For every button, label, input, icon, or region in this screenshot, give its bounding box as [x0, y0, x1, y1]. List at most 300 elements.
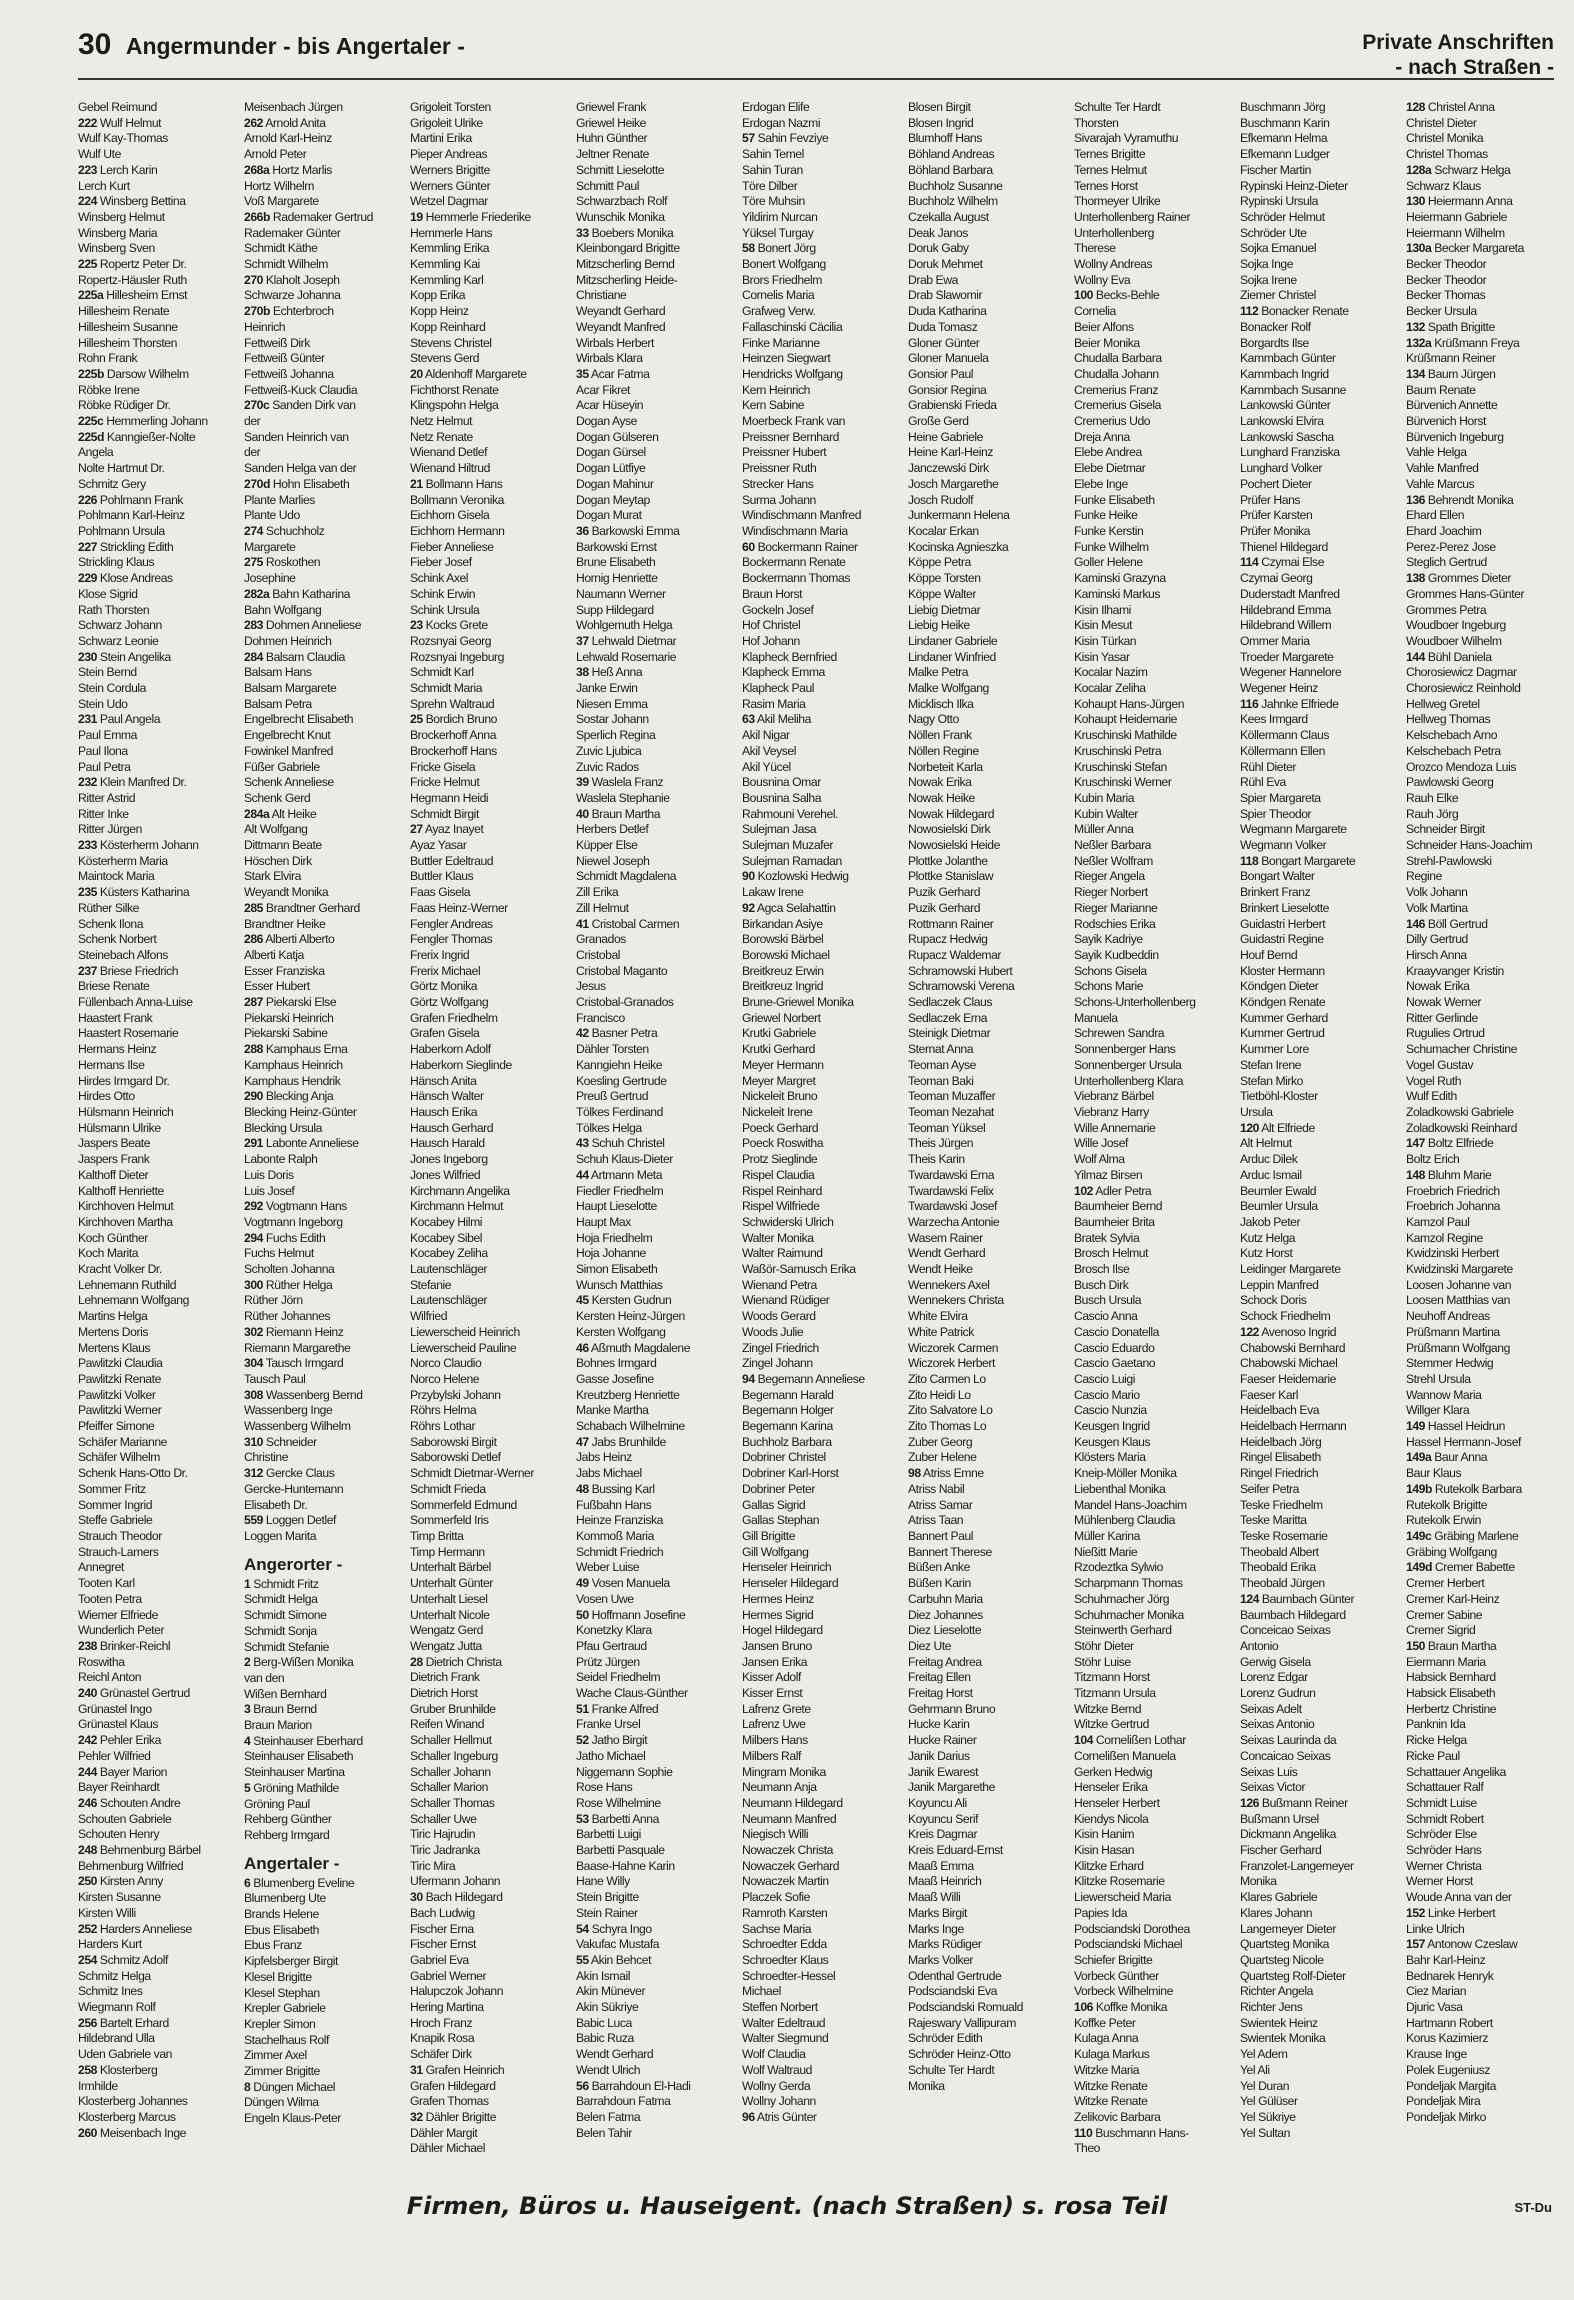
resident-entry: Liebenthal Monika: [1074, 1481, 1166, 1496]
resident-entry: 290 Blecking Anja: [244, 1089, 334, 1104]
resident-entry: Pohlmann Karl-Heinz: [78, 508, 185, 523]
resident-entry: Schroedter-Hessel: [742, 1968, 836, 1983]
resident-entry: 138 Grommes Dieter: [1406, 571, 1512, 586]
resident-entry: Balsam Margarete: [244, 681, 337, 696]
resident-entry: Protz Sieglinde: [742, 1152, 818, 1167]
resident-entry: Sprehn Waltraud: [410, 696, 495, 711]
resident-entry: Hof Johann: [742, 633, 800, 648]
resident-entry: 222 Wulf Helmut: [78, 115, 162, 130]
resident-entry: Cremerius Franz: [1074, 382, 1158, 397]
resident-entry: Sanden Heinrich van: [244, 429, 349, 444]
resident-entry: Henseler Erika: [1074, 1780, 1148, 1795]
resident-entry: 233 Kösterherm Johann: [78, 838, 199, 853]
resident-entry: Gonsior Paul: [908, 366, 974, 381]
resident-entry: Wolf Claudia: [742, 2047, 806, 2062]
resident-entry: Sulejman Jasa: [742, 822, 817, 837]
resident-entry: Schouten Henry: [78, 1827, 160, 1842]
resident-entry: Chabowski Bernhard: [1240, 1340, 1346, 1355]
resident-entry: Christiane: [576, 288, 627, 303]
resident-entry: Milbers Ralf: [742, 1748, 801, 1763]
house-number: 148: [1406, 1167, 1425, 1182]
resident-entry: Schmitz Gery: [78, 476, 146, 491]
house-number: 286: [244, 932, 263, 947]
resident-entry: Preissner Hubert: [742, 445, 827, 460]
resident-entry: Böhland Barbara: [908, 162, 993, 177]
resident-entry: Kaminski Markus: [1074, 586, 1161, 601]
resident-entry: Teoman Ayse: [908, 1057, 976, 1072]
resident-entry: Malke Petra: [908, 665, 969, 680]
resident-entry: Naumann Werner: [576, 586, 666, 601]
resident-entry: Puzik Gerhard: [908, 900, 981, 915]
resident-entry: Loggen Marita: [244, 1528, 317, 1543]
resident-entry: Stein Bernd: [78, 665, 137, 680]
resident-entry: Jones Wilfried: [410, 1167, 481, 1182]
resident-entry: 223 Lerch Karin: [78, 162, 158, 177]
resident-entry: Paul Ilona: [78, 743, 128, 758]
resident-entry: Balsam Petra: [244, 696, 312, 711]
house-number: 274: [244, 523, 263, 538]
resident-entry: Steinebach Alfons: [78, 947, 168, 962]
resident-entry: Djuric Vasa: [1406, 2000, 1463, 2015]
resident-entry: Fuchs Helmut: [244, 1246, 314, 1261]
resident-entry: Tietböhl-Kloster: [1240, 1089, 1318, 1104]
resident-entry: Klapheck Bernfried: [742, 649, 837, 664]
resident-entry: 132 Spath Brigitte: [1406, 319, 1495, 334]
resident-entry: 51 Franke Alfred: [576, 1701, 659, 1716]
house-number: 226: [78, 492, 97, 507]
resident-entry: 19 Hemmerle Friederike: [410, 209, 531, 224]
resident-entry: Alt Helmut: [1240, 1136, 1292, 1151]
resident-entry: Harders Kurt: [78, 1937, 142, 1952]
resident-entry: 312 Gercke Claus: [244, 1466, 335, 1481]
resident-entry: Kloster Hermann: [1240, 963, 1325, 978]
resident-entry: Nowak Heike: [908, 790, 975, 805]
resident-entry: Heinze Franziska: [576, 1513, 663, 1528]
resident-entry: Wennekers Christa: [908, 1293, 1004, 1308]
resident-entry: Hoja Johanne: [576, 1246, 646, 1261]
house-number: 290: [244, 1089, 263, 1104]
resident-entry: Ritter Astrid: [78, 790, 136, 805]
resident-entry: Buschmann Jörg: [1240, 100, 1326, 114]
resident-entry: Alberti Katja: [244, 947, 304, 962]
resident-entry: Arduc Dilek: [1240, 1152, 1298, 1167]
house-number: 147: [1406, 1136, 1425, 1151]
house-number: 37: [576, 633, 589, 648]
resident-entry: Zimmer Axel: [244, 2048, 307, 2063]
house-number: 8: [244, 2079, 251, 2094]
resident-entry: Tausch Paul: [244, 1371, 306, 1386]
resident-entry: Bockermann Renate: [742, 555, 846, 570]
resident-entry: Schons-Unterhollenberg: [1074, 995, 1196, 1010]
resident-entry: Freitag Horst: [908, 1686, 973, 1701]
resident-entry: Stemmer Hedwig: [1406, 1356, 1494, 1371]
house-number: 149c: [1406, 1528, 1432, 1543]
resident-entry: Neumann Anja: [742, 1780, 817, 1795]
resident-entry: Cremer Herbert: [1406, 1576, 1485, 1591]
resident-entry: Große Gerd: [908, 414, 969, 429]
resident-entry: Bach Ludwig: [410, 1905, 475, 1920]
resident-entry: Kwidzinski Herbert: [1406, 1246, 1499, 1261]
house-number: 246: [78, 1795, 97, 1810]
resident-entry: Kocalar Erkan: [908, 523, 979, 538]
resident-entry: 235 Küsters Katharina: [78, 885, 190, 900]
resident-entry: Saborowski Birgit: [410, 1434, 497, 1449]
resident-entry: Mertens Doris: [78, 1324, 149, 1339]
resident-entry: Volk Martina: [1406, 900, 1468, 915]
resident-entry: Cremer Karl-Heinz: [1406, 1591, 1500, 1606]
resident-entry: 50 Hoffmann Josefine: [576, 1607, 686, 1622]
resident-entry: Kirchmann Helmut: [410, 1199, 504, 1214]
resident-entry: Baumheier Bernd: [1074, 1199, 1163, 1214]
resident-entry: Rutekolk Brigitte: [1406, 1497, 1488, 1512]
resident-entry: Paul Petra: [78, 759, 131, 774]
resident-entry: Becker Theodor: [1406, 257, 1487, 272]
resident-entry: Uden Gabriele van: [78, 2047, 172, 2062]
resident-entry: Reichl Anton: [78, 1670, 142, 1685]
resident-entry: Kirchhoven Helmut: [78, 1199, 174, 1214]
resident-entry: Pawlitzki Werner: [78, 1403, 162, 1418]
resident-entry: Jansen Erika: [742, 1654, 808, 1669]
house-number: 308: [244, 1387, 263, 1402]
house-number: 146: [1406, 916, 1425, 931]
resident-entry: Unterhalt Bärbel: [410, 1560, 491, 1575]
house-number: 149b: [1406, 1481, 1432, 1496]
resident-entry: Eichhorn Gisela: [410, 508, 490, 523]
resident-entry: Yel Sükriye: [1240, 2110, 1296, 2124]
resident-entry: Fischer Gerhard: [1240, 1843, 1322, 1858]
house-number: 291: [244, 1136, 263, 1151]
resident-entry: Stein Brigitte: [576, 1890, 639, 1905]
resident-entry: Unterhalt Nicole: [410, 1607, 490, 1622]
resident-entry: Baumheier Brita: [1074, 1214, 1155, 1229]
resident-entry: Rypinski Ursula: [1240, 194, 1318, 209]
resident-entry: Rauh Elke: [1406, 790, 1459, 805]
house-number: 6: [244, 1875, 251, 1890]
resident-entry: Sommerfeld Edmund: [410, 1497, 517, 1512]
resident-entry: Krutki Gabriele: [742, 1026, 816, 1041]
directory-column-3: [410, 100, 558, 2180]
resident-entry: 44 Artmann Meta: [576, 1167, 663, 1182]
resident-entry: Pfeiffer Simone: [78, 1419, 155, 1434]
house-number: 2: [244, 1655, 251, 1670]
resident-entry: 114 Czymai Else: [1240, 555, 1325, 570]
resident-entry: Pieper Andreas: [410, 147, 488, 162]
resident-entry: Rypinski Heinz-Dieter: [1240, 178, 1348, 193]
resident-entry: Brockerhoff Anna: [410, 728, 497, 743]
resident-entry: Annegret: [78, 1560, 124, 1575]
resident-entry: Norco Claudio: [410, 1356, 482, 1371]
resident-entry: Fieber Josef: [410, 555, 472, 570]
house-number: 116: [1240, 696, 1259, 711]
resident-entry: Wunschik Monika: [576, 209, 665, 224]
resident-entry: Kisser Ernst: [742, 1686, 803, 1701]
resident-entry: Lehnemann Ruthild: [78, 1277, 177, 1292]
resident-entry: Buttler Edeltraud: [410, 853, 494, 868]
house-number: 302: [244, 1324, 263, 1339]
resident-entry: Cascio Eduardo: [1074, 1340, 1155, 1355]
resident-entry: Maaß Emma: [908, 1858, 974, 1873]
resident-entry: Malke Wolfgang: [908, 681, 989, 696]
resident-entry: Zito Salvatore Lo: [908, 1403, 993, 1418]
resident-entry: Stöhr Luise: [1074, 1654, 1131, 1669]
resident-entry: Wunderlich Peter: [78, 1623, 165, 1638]
resident-entry: Kwidzinski Margarete: [1406, 1262, 1513, 1277]
resident-entry: Dreja Anna: [1074, 429, 1130, 444]
resident-entry: 225d Kanngießer-Nolte: [78, 429, 196, 444]
resident-entry: 270d Hohn Elisabeth: [244, 476, 350, 491]
resident-entry: Marks Inge: [908, 1921, 964, 1936]
resident-entry: Kamzol Regine: [1406, 1230, 1483, 1245]
resident-entry: Schramowski Verena: [908, 979, 1015, 994]
resident-entry: Deak Janos: [908, 225, 968, 240]
resident-entry: White Patrick: [908, 1324, 974, 1339]
resident-entry: Manuela: [1074, 1010, 1118, 1025]
resident-entry: Brinkert Lieselotte: [1240, 900, 1329, 915]
resident-entry: Gerken Hedwig: [1074, 1764, 1153, 1779]
resident-entry: Seifer Petra: [1240, 1481, 1299, 1496]
resident-entry: Kersten Wolfgang: [576, 1324, 666, 1339]
resident-entry: White Elvira: [908, 1309, 968, 1324]
resident-entry: 225a Hillesheim Ernst: [78, 288, 188, 303]
resident-entry: 23 Kocks Grete: [410, 618, 488, 633]
resident-entry: Heine Gabriele: [908, 429, 983, 444]
house-number: 57: [742, 131, 755, 146]
resident-entry: 120 Alt Elfriede: [1240, 1120, 1315, 1135]
resident-entry: 128a Schwarz Helga: [1406, 162, 1511, 177]
resident-entry: Büßen Karin: [908, 1576, 971, 1591]
house-number: 44: [576, 1167, 589, 1182]
resident-entry: Grabienski Frieda: [908, 398, 997, 413]
resident-entry: Twardawski Erna: [908, 1167, 995, 1182]
resident-entry: Grafen Thomas: [410, 2094, 489, 2109]
resident-entry: 8 Düngen Michael: [244, 2079, 336, 2094]
resident-entry: Mühlenberg Claudia: [1074, 1513, 1175, 1528]
resident-entry: Gill Wolfgang: [742, 1544, 809, 1559]
resident-entry: Krepler Simon: [244, 2016, 316, 2031]
house-number: 47: [576, 1434, 589, 1449]
resident-entry: Viebranz Bärbel: [1074, 1089, 1154, 1104]
resident-entry: Sanden Helga van der: [244, 461, 357, 476]
resident-entry: 237 Briese Friedrich: [78, 963, 179, 978]
resident-entry: 27 Ayaz Inayet: [410, 822, 484, 837]
resident-entry: Seixas Antonio: [1240, 1717, 1315, 1732]
resident-entry: Brands Helene: [244, 1907, 319, 1922]
resident-entry: Engelbrecht Knut: [244, 728, 331, 743]
resident-entry: Haupt Max: [576, 1214, 631, 1229]
resident-entry: Ciez Marian: [1406, 1984, 1467, 1999]
resident-entry: Kiendys Nicola: [1074, 1811, 1149, 1826]
resident-entry: Cornelia: [1074, 304, 1116, 319]
directory-column-6: [908, 100, 1056, 2180]
resident-entry: Brosch Helmut: [1074, 1246, 1149, 1261]
house-number: 60: [742, 539, 755, 554]
resident-entry: 46 Aßmuth Magdalene: [576, 1340, 691, 1355]
resident-entry: Kamphaus Hendrik: [244, 1073, 341, 1088]
resident-entry: Simon Elisabeth: [576, 1262, 658, 1277]
resident-entry: Höschen Dirk: [244, 853, 312, 868]
resident-entry: Ehard Ellen: [1406, 508, 1465, 523]
resident-entry: 149a Baur Anna: [1406, 1450, 1488, 1465]
resident-entry: Ricke Helga: [1406, 1733, 1467, 1748]
resident-entry: Surma Johann: [742, 492, 816, 507]
resident-entry: Hartmann Robert: [1406, 2015, 1493, 2030]
directory-column-9: [1406, 100, 1554, 2180]
resident-entry: 308 Wassenberg Bernd: [244, 1387, 363, 1402]
house-number: 232: [78, 775, 97, 790]
section-title-line2: - nach Straßen -: [1395, 56, 1554, 79]
resident-entry: Jaspers Beate: [78, 1136, 151, 1151]
resident-entry: Bratek Sylvia: [1074, 1230, 1140, 1245]
resident-entry: Regine: [1406, 869, 1442, 884]
resident-entry: Labonte Ralph: [244, 1152, 318, 1167]
resident-entry: Funke Heike: [1074, 508, 1138, 523]
resident-entry: Unterhollenberg Klara: [1074, 1073, 1184, 1088]
resident-entry: Dähler Margit: [410, 2125, 478, 2140]
resident-entry: Wendt Ulrich: [576, 2062, 641, 2077]
resident-entry: Rugulies Ortrud: [1406, 1026, 1485, 1041]
resident-entry: Hassel Hermann-Josef: [1406, 1434, 1521, 1449]
resident-entry: Kummer Lore: [1240, 1042, 1309, 1057]
resident-entry: Lindaner Gabriele: [908, 633, 998, 648]
resident-entry: Lautenschläger: [410, 1293, 488, 1308]
house-number: 256: [78, 2015, 97, 2030]
resident-entry: Nowak Hildegard: [908, 806, 995, 821]
resident-entry: Moerbeck Frank van: [742, 414, 845, 429]
street-heading: Angerorter -: [244, 1554, 343, 1574]
resident-entry: Baumbach Hildegard: [1240, 1607, 1346, 1622]
house-number: 266b: [244, 209, 270, 224]
resident-entry: Vahle Helga: [1406, 445, 1467, 460]
resident-entry: Görtz Monika: [410, 979, 478, 994]
resident-entry: Kreis Dagmar: [908, 1827, 978, 1842]
resident-entry: Nowaczek Martin: [742, 1874, 829, 1889]
resident-entry: Zito Heidi Lo: [908, 1387, 971, 1402]
resident-entry: 122 Avenoso Ingrid: [1240, 1324, 1337, 1339]
resident-entry: Koffke Peter: [1074, 2015, 1136, 2030]
resident-entry: Woudboer Wilhelm: [1406, 633, 1502, 648]
resident-entry: Blumhoff Hans: [908, 131, 982, 146]
resident-entry: Goller Helene: [1074, 555, 1143, 570]
resident-entry: Antonio: [1240, 1638, 1279, 1653]
resident-entry: Dilly Gertrud: [1406, 932, 1468, 947]
resident-entry: Schroedter Klaus: [742, 1952, 829, 1967]
resident-entry: Kutz Helga: [1240, 1230, 1296, 1245]
resident-entry: Wiczorek Herbert: [908, 1356, 995, 1371]
house-number: 287: [244, 995, 263, 1010]
resident-entry: Habsick Elisabeth: [1406, 1686, 1496, 1701]
resident-entry: Klingspohn Helga: [410, 398, 499, 413]
resident-entry: Czekalla August: [908, 209, 989, 224]
resident-entry: Saborowski Detlef: [410, 1450, 501, 1465]
resident-entry: Meyer Margret: [742, 1073, 816, 1088]
resident-entry: Norbeteit Karla: [908, 759, 983, 774]
resident-entry: Rupacz Waldemar: [908, 947, 1002, 962]
resident-entry: Dähler Torsten: [576, 1042, 649, 1057]
resident-entry: Marks Birgit: [908, 1905, 967, 1920]
resident-entry: Bousnina Salha: [742, 790, 822, 805]
resident-entry: Stefan Irene: [1240, 1057, 1302, 1072]
resident-entry: 33 Boebers Monika: [576, 225, 674, 240]
resident-entry: 60 Bockermann Rainer: [742, 539, 858, 554]
house-number: 294: [244, 1230, 263, 1245]
resident-entry: Schmitt Lieselotte: [576, 162, 665, 177]
resident-entry: Kraayvanger Kristin: [1406, 963, 1504, 978]
resident-entry: Kersten Heinz-Jürgen: [576, 1309, 685, 1324]
house-number: 110: [1074, 2125, 1093, 2140]
resident-entry: Rispel Wilfriede: [742, 1199, 820, 1214]
resident-entry: Kummer Gertrud: [1240, 1026, 1325, 1041]
house-number: 134: [1406, 366, 1425, 381]
resident-entry: Wirbals Herbert: [576, 335, 654, 350]
resident-entry: Sahin Turan: [742, 162, 803, 177]
resident-entry: Buchholz Barbara: [742, 1434, 832, 1449]
resident-entry: Hildebrand Emma: [1240, 602, 1331, 617]
resident-entry: Dittmann Beate: [244, 838, 322, 853]
resident-entry: Stöhr Dieter: [1074, 1638, 1134, 1653]
resident-entry: Acar Hüseyin: [576, 398, 644, 413]
resident-entry: Witzke Renate: [1074, 2094, 1148, 2109]
page-number: 30: [78, 28, 112, 61]
resident-entry: Prüßmann Martina: [1406, 1324, 1500, 1339]
resident-entry: Faas Gisela: [410, 885, 471, 900]
resident-entry: Hoja Friedhelm: [576, 1230, 653, 1245]
house-number: 292: [244, 1199, 263, 1214]
resident-entry: Kruschinski Petra: [1074, 743, 1162, 758]
resident-entry: Hucke Karin: [908, 1717, 970, 1732]
resident-entry: Kisin Hanim: [1074, 1827, 1135, 1842]
resident-entry: Unterhollenberg Rainer: [1074, 209, 1191, 224]
resident-entry: Stefanie: [410, 1277, 452, 1292]
resident-entry: Arduc Ismail: [1240, 1167, 1302, 1182]
resident-entry: Cascio Mario: [1074, 1387, 1140, 1402]
resident-entry: Luis Doris: [244, 1167, 294, 1182]
resident-entry: Schrewen Sandra: [1074, 1026, 1165, 1041]
resident-entry: Schink Axel: [410, 571, 469, 586]
house-number: 270: [244, 272, 263, 287]
resident-entry: Dobriner Peter: [742, 1481, 815, 1496]
resident-entry: Kelschebach Arno: [1406, 728, 1498, 743]
resident-entry: 274 Schuchholz: [244, 523, 325, 538]
resident-entry: Guidastri Regine: [1240, 932, 1324, 947]
resident-entry: Odenthal Gertrude: [908, 1968, 1002, 1983]
resident-entry: Klares Johann: [1240, 1905, 1313, 1920]
resident-entry: Büßen Anke: [908, 1560, 970, 1575]
house-number: 5: [244, 1780, 251, 1795]
resident-entry: Sayik Kadriye: [1074, 932, 1143, 947]
resident-entry: Kirchhoven Martha: [78, 1214, 173, 1229]
resident-entry: 283 Dohmen Anneliese: [244, 618, 362, 633]
resident-entry: Jaspers Frank: [78, 1152, 150, 1167]
resident-entry: Kemmling Kai: [410, 257, 480, 272]
resident-entry: Köndgen Renate: [1240, 995, 1326, 1010]
house-number: 285: [244, 900, 263, 915]
resident-entry: Arnold Peter: [244, 147, 307, 162]
resident-entry: Lindaner Winfried: [908, 649, 996, 664]
resident-entry: Behmenburg Wilfried: [78, 1858, 184, 1873]
resident-entry: Kalthoff Dieter: [78, 1167, 149, 1182]
resident-entry: Sahin Temel: [742, 147, 804, 162]
resident-entry: Halupczok Johann: [410, 1984, 504, 1999]
resident-entry: Lankowski Elvira: [1240, 414, 1324, 429]
resident-entry: Füßer Gabriele: [244, 759, 320, 774]
resident-entry: Roswitha: [78, 1654, 125, 1669]
resident-entry: 258 Klosterberg: [78, 2062, 158, 2077]
resident-entry: Hillesheim Renate: [78, 304, 170, 319]
resident-entry: Yildirim Nurcan: [742, 209, 818, 224]
resident-entry: 136 Behrendt Monika: [1406, 492, 1514, 507]
footer-note: Firmen, Büros u. Hauseigent. (nach Straßen) s. rosa Teil: [406, 2192, 1168, 2220]
resident-entry: Bahr Karl-Heinz: [1406, 1952, 1486, 1967]
